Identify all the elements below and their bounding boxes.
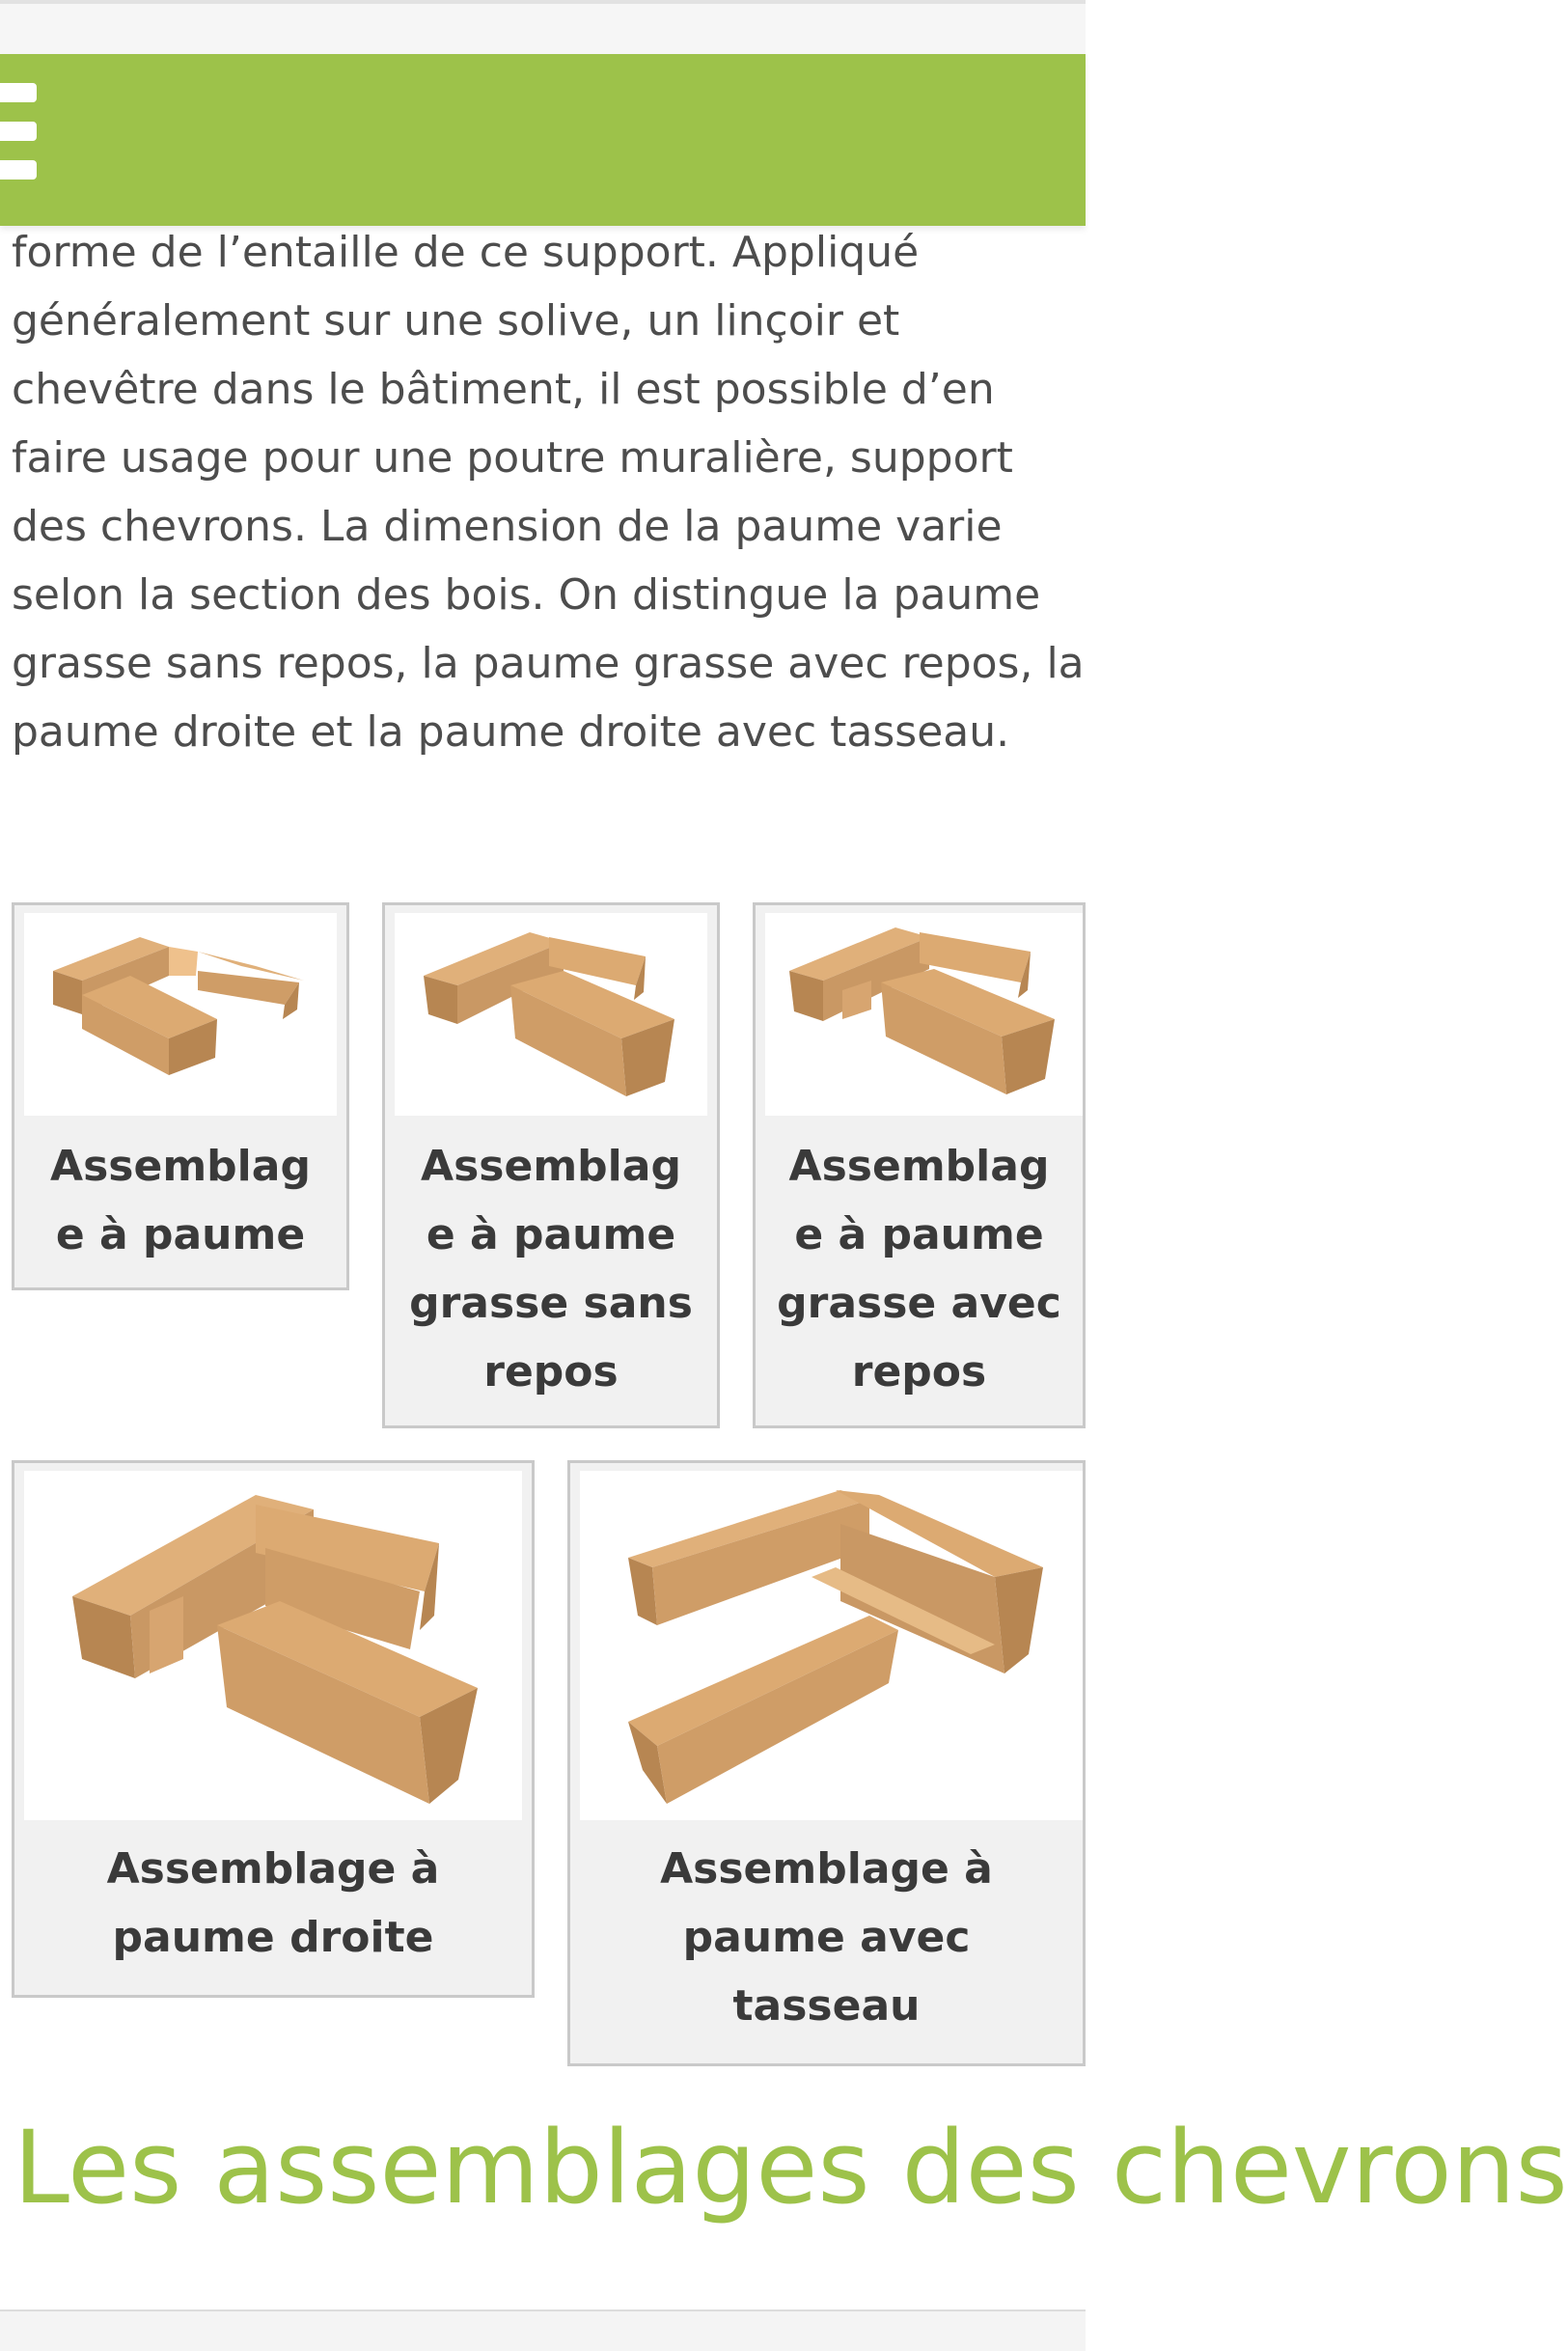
wood-joint-paume-droite-image [24,1471,522,1820]
wood-joint-paume-grasse-avec-repos-image [765,913,1083,1116]
status-strip [0,0,1086,54]
gallery-caption-1: Assemblag e à paume [50,1142,311,1259]
wood-joint-paume-image [24,913,337,1116]
section-heading: Les assemblages des chevrons [14,2109,1568,2227]
gallery-caption-3: Assemblag e à paume grasse avec repos [777,1142,1061,1397]
article-content [12,218,1086,766]
gallery-caption-5: Assemblage à paume avec tasseau [660,1844,993,2031]
gallery-card-5[interactable] [567,1460,1086,2066]
gallery-caption-4: Assemblage à paume droite [106,1844,440,1962]
gallery-caption-2: Assemblag e à paume grasse sans repos [409,1142,693,1397]
gallery-card-4[interactable] [12,1460,535,1998]
hamburger-menu-icon[interactable] [0,83,42,191]
bottom-browser-bar [0,2310,1086,2351]
gallery-card-3[interactable] [753,902,1086,1428]
top-navigation-bar [0,54,1086,226]
wood-joint-paume-avec-tasseau-image [580,1471,1083,1820]
intro-paragraph: forme de l’entaille de ce support. Appliqué généralement sur une solive, un linçoir et chevêtre dans le bâtiment, il est possible d’en faire usage pour une poutre muralière, support des chevrons. La dimension de la paume varie selon la section des bois. On distingue la paume grasse sans repos, la paume grasse avec repos, la paume droite et la paume droite avec tasseau. [12,228,1085,757]
gallery-card-2[interactable] [382,902,720,1428]
wood-joint-paume-grasse-sans-repos-image [395,913,707,1116]
gallery-card-1[interactable] [12,902,349,1290]
